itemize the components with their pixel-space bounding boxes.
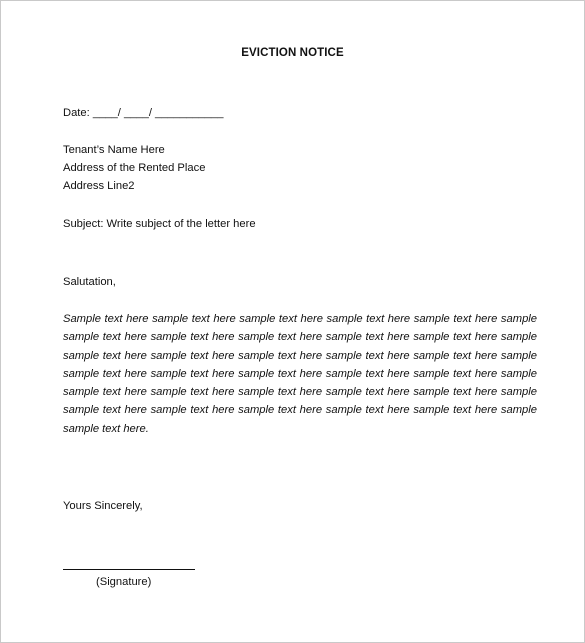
body-line: sample text here sample text here sample text here sample text here sample text here sample [63, 349, 537, 362]
body-line: sample text here sample text here sample text here sample text here sample text here sample [63, 331, 537, 344]
body-line: sample text here sample text here sample text here sample text here sample text here sample [63, 386, 537, 399]
signature-line [63, 569, 195, 570]
date-line: Date: ____/ ____/ ___________ [63, 107, 224, 119]
body-line: Sample text here sample text here sample text here sample text here sample text here sample [63, 313, 537, 325]
signature-label: (Signature) [96, 576, 152, 588]
closing: Yours Sincerely, [63, 500, 143, 512]
document-title: EVICTION NOTICE [241, 47, 344, 59]
letter-body [63, 310, 537, 438]
rented-address-line-1: Address of the Rented Place [63, 162, 206, 174]
body-line: sample text here. [63, 422, 149, 435]
subject-line: Subject: Write subject of the letter here [63, 218, 256, 230]
rented-address-line-2: Address Line2 [63, 180, 135, 192]
tenant-name: Tenant’s Name Here [63, 144, 165, 156]
salutation: Salutation, [63, 276, 116, 288]
body-line: sample text here sample text here sample text here sample text here sample text here sample [63, 367, 537, 380]
body-line: sample text here sample text here sample text here sample text here sample text here sample [63, 404, 537, 417]
